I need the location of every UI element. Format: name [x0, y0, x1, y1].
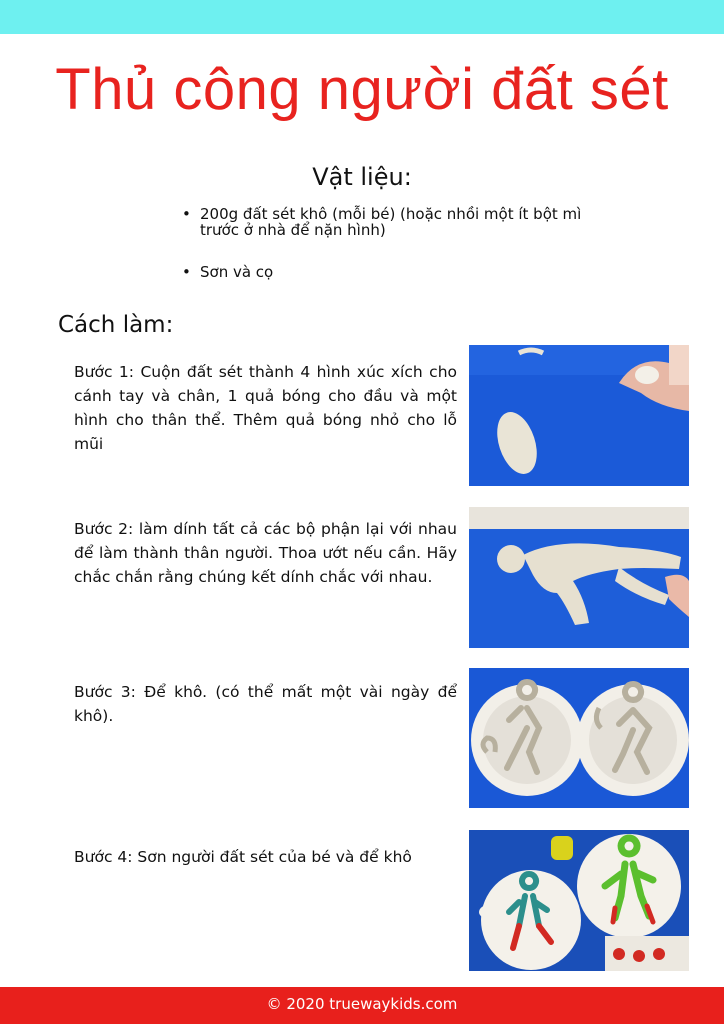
- step-1-photo: [469, 345, 689, 486]
- method-heading: Cách làm:: [58, 312, 174, 338]
- step-3-photo: [469, 668, 689, 808]
- page-title: Thủ công người đất sét: [55, 57, 669, 122]
- materials-item: [182, 264, 602, 280]
- bullet-icon: •: [182, 263, 191, 281]
- step-4-text: Bước 4: Sơn người đất sét của bé và để khô: [74, 848, 412, 866]
- step-2-text: Bước 2: làm dính tất cả các bộ phận lại với nhau để làm thành thân người. Thoa ướt nếu cần. Hãy chắc chắn rằng chúng kết dính chắc với nhau.: [74, 520, 457, 586]
- step-3-text: Bước 3: Để khô. (có thể mất một vài ngày để khô).: [74, 683, 457, 725]
- materials-item-text: Sơn và cọ: [200, 263, 274, 281]
- top-accent-bar: [0, 0, 724, 34]
- step-2-photo: [469, 507, 689, 648]
- bullet-icon: •: [182, 205, 191, 223]
- step-1-text: Bước 1: Cuộn đất sét thành 4 hình xúc xích cho cánh tay và chân, 1 quả bóng cho đầu và một hình cho thân thể. Thêm quả bóng nhỏ cho lỗ mũi: [74, 363, 457, 453]
- materials-list: [182, 206, 602, 306]
- materials-heading: Vật liệu:: [312, 163, 412, 191]
- materials-item-text: 200g đất sét khô (mỗi bé) (hoặc nhồi một ít bột mì trước ở nhà để nặn hình): [200, 205, 582, 239]
- step-4-photo: [469, 830, 689, 971]
- materials-item: [182, 206, 602, 238]
- footer-copyright: © 2020 truewaykids.com: [266, 995, 458, 1013]
- footer-bar: [0, 987, 724, 1024]
